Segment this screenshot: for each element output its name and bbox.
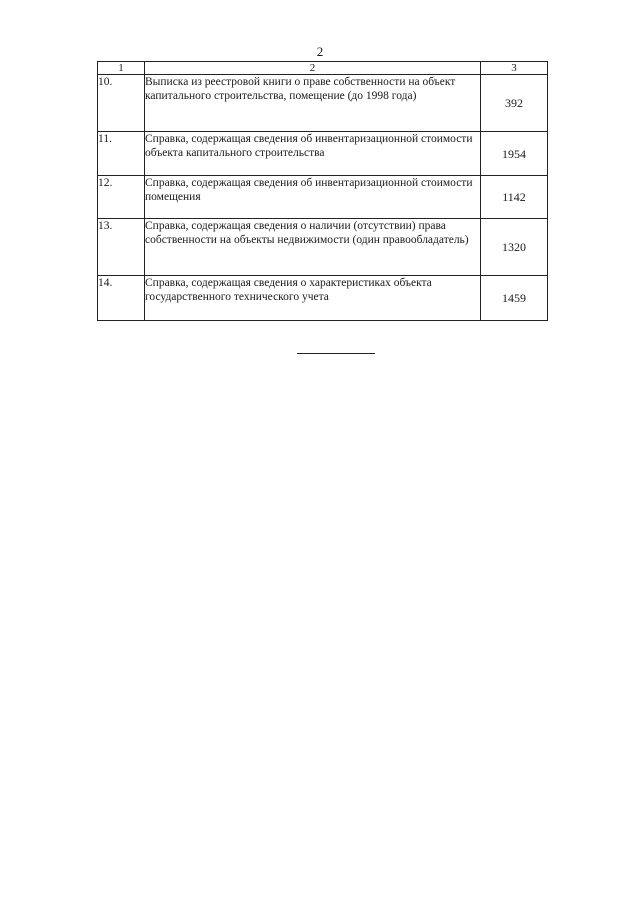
row-number: 11. [98, 132, 145, 176]
table-row [98, 219, 548, 276]
table-row [98, 176, 548, 219]
row-number: 14. [98, 276, 145, 321]
row-value: 392 [481, 75, 548, 132]
column-header-1: 1 [98, 62, 145, 75]
row-value: 1142 [481, 176, 548, 219]
column-header-2: 2 [145, 62, 481, 75]
row-description: Справка, содержащая сведения о наличии (отсутствии) права собственности на объекты недвижимости (один правообладатель) [145, 219, 481, 276]
row-value: 1954 [481, 132, 548, 176]
row-number: 10. [98, 75, 145, 132]
row-number: 12. [98, 176, 145, 219]
row-description: Справка, содержащая сведения об инвентаризационной стоимости объекта капитального строительства [145, 132, 481, 176]
row-value: 1320 [481, 219, 548, 276]
row-description: Справка, содержащая сведения о характеристиках объекта государственного технического учета [145, 276, 481, 321]
document-end-divider [297, 353, 375, 354]
table-row [98, 276, 548, 321]
page-number: 2 [316, 44, 324, 59]
row-description: Выписка из реестровой книги о праве собственности на объект капитального строительства, помещение (до 1998 года) [145, 75, 481, 132]
fees-table [97, 61, 548, 321]
table-row [98, 132, 548, 176]
row-description: Справка, содержащая сведения об инвентаризационной стоимости помещения [145, 176, 481, 219]
table-row [98, 75, 548, 132]
row-value: 1459 [481, 276, 548, 321]
row-number: 13. [98, 219, 145, 276]
table-header-row [98, 62, 548, 75]
column-header-3: 3 [481, 62, 548, 75]
